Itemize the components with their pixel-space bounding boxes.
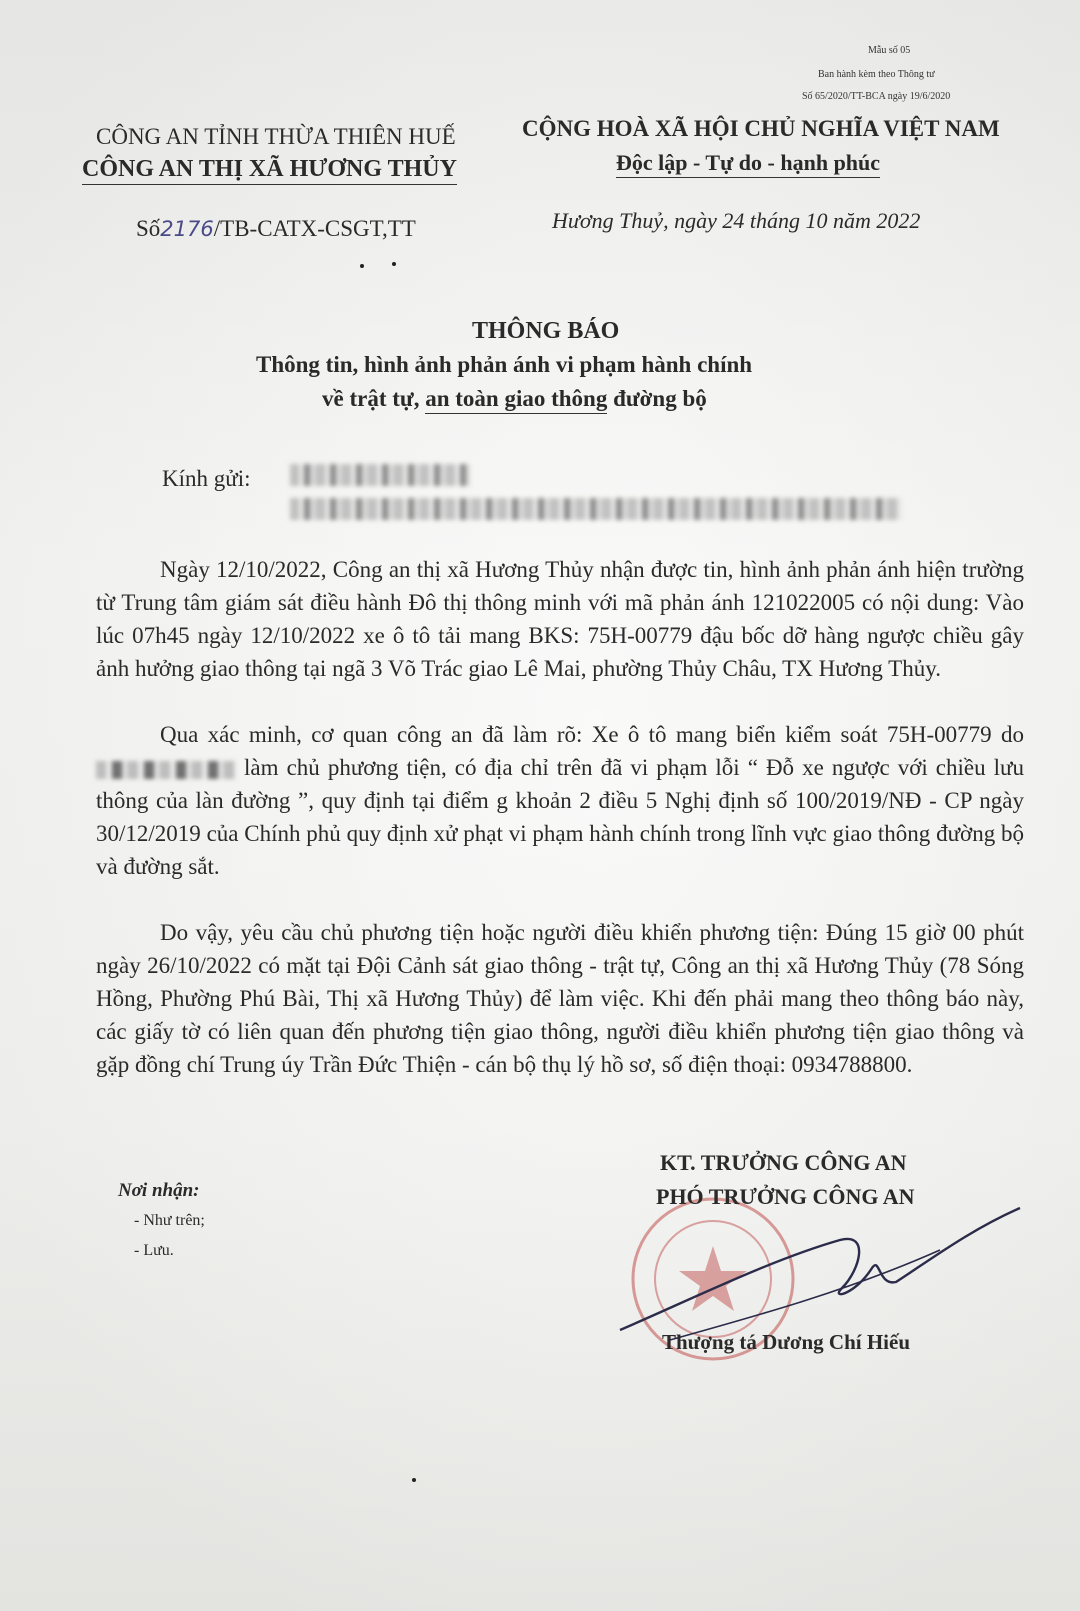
signer-name: Thượng tá Dương Chí Hiếu xyxy=(662,1330,911,1354)
underlined-phrase: an toàn giao thông xyxy=(425,386,607,414)
ink-dot xyxy=(412,1478,416,1482)
receivers-title: Nơi nhận: xyxy=(118,1180,200,1201)
form-number: Mẫu số 05 xyxy=(868,45,911,56)
document-number-suffix: /TB-CATX-CSGT,TT xyxy=(213,216,416,241)
ink-dot xyxy=(360,264,364,268)
handwritten-number: 2176 xyxy=(160,217,214,241)
ink-dot xyxy=(392,262,396,266)
receiver-item: - Như trên; xyxy=(134,1212,205,1229)
agency-name-text: CÔNG AN THỊ XÃ HƯƠNG THỦY xyxy=(82,156,457,185)
notice-subtitle-line1: Thông tin, hình ảnh phản ánh vi phạm hành chính xyxy=(256,352,753,377)
nation-motto xyxy=(616,150,880,176)
form-circular: Số 65/2020/TT-BCA ngày 19/6/2020 xyxy=(802,91,951,102)
parent-agency: CÔNG AN TỈNH THỪA THIÊN HUẾ xyxy=(96,124,456,149)
notice-title: THÔNG BÁO xyxy=(472,318,620,344)
agency-name xyxy=(82,156,457,183)
body-paragraph-3: Do vậy, yêu cầu chủ phương tiện hoặc người điều khiển phương tiện: Đúng 15 giờ 00 phút ngày 26/10/2022 có mặt tại Đội Cảnh sát giao thông - trật tự, Công an thị xã Hương Thủy (78 Sóng Hồng, Phường Phú Bài, Thị xã Hương Thủy) để làm việc. Khi đến phải mang theo thông báo này, các giấy tờ có liên quan đến phương tiện giao thông, người điều khiển phương tiện giao thông và gặp đồng chí Trung úy Trần Đức Thiện - cán bộ thụ lý hồ sơ, số điện thoại: 0934788800. xyxy=(96,920,1024,1077)
nation-motto-text: Độc lập - Tự do - hạnh phúc xyxy=(616,150,880,178)
body-paragraph-2: Qua xác minh, cơ quan công an đã làm rõ: Xe ô tô mang biển kiểm soát 75H-00779 do làm chủ phương tiện, có địa chỉ trên đã vi phạm lỗi “ Đỗ xe ngược với chiều lưu thông của làn đường ”, quy định tại điểm g khoản 2 điều 5 Nghị định số 100/2019/NĐ - CP ngày 30/12/2019 của Chính phủ quy định xử phạt vi phạm hành chính trong lĩnh vực giao thông đường bộ và đường sắt. xyxy=(96,722,1024,879)
body-paragraph-1: Ngày 12/10/2022, Công an thị xã Hương Thủy nhận được tin, hình ảnh phản ánh hiện trường từ Trung tâm giám sát điều hành Đô thị thông minh với mã phản ánh 121022005 có nội dung: Vào lúc 07h45 ngày 12/10/2022 xe ô tô tải mang BKS: 75H-00779 đậu bốc dỡ hàng ngược chiều gây ảnh hưởng giao thông tại ngã 3 Võ Trác giao Lê Mai, phường Thủy Châu, TX Hương Thủy. xyxy=(96,557,1024,681)
document-number xyxy=(136,216,416,242)
place-date: Hương Thuỷ, ngày 24 tháng 10 năm 2022 xyxy=(552,208,921,233)
document-number-prefix: Số xyxy=(136,216,161,241)
form-issued-by: Ban hành kèm theo Thông tư xyxy=(818,69,935,80)
recipient-label: Kính gửi: xyxy=(162,466,251,491)
signature-title-line2: PHÓ TRƯỞNG CÔNG AN xyxy=(656,1184,915,1209)
redacted-recipient-name xyxy=(290,464,470,486)
redacted-recipient-address xyxy=(290,498,902,520)
handwritten-signature xyxy=(610,1190,1030,1350)
redacted-owner-name xyxy=(96,761,236,779)
signature-title-line1: KT. TRƯỞNG CÔNG AN xyxy=(660,1150,907,1175)
notice-subtitle-line2: về trật tự, an toàn giao thông đường bộ xyxy=(322,386,707,412)
receiver-item: - Lưu. xyxy=(134,1242,174,1259)
nation-name: CỘNG HOÀ XÃ HỘI CHỦ NGHĨA VIỆT NAM xyxy=(522,116,1000,141)
